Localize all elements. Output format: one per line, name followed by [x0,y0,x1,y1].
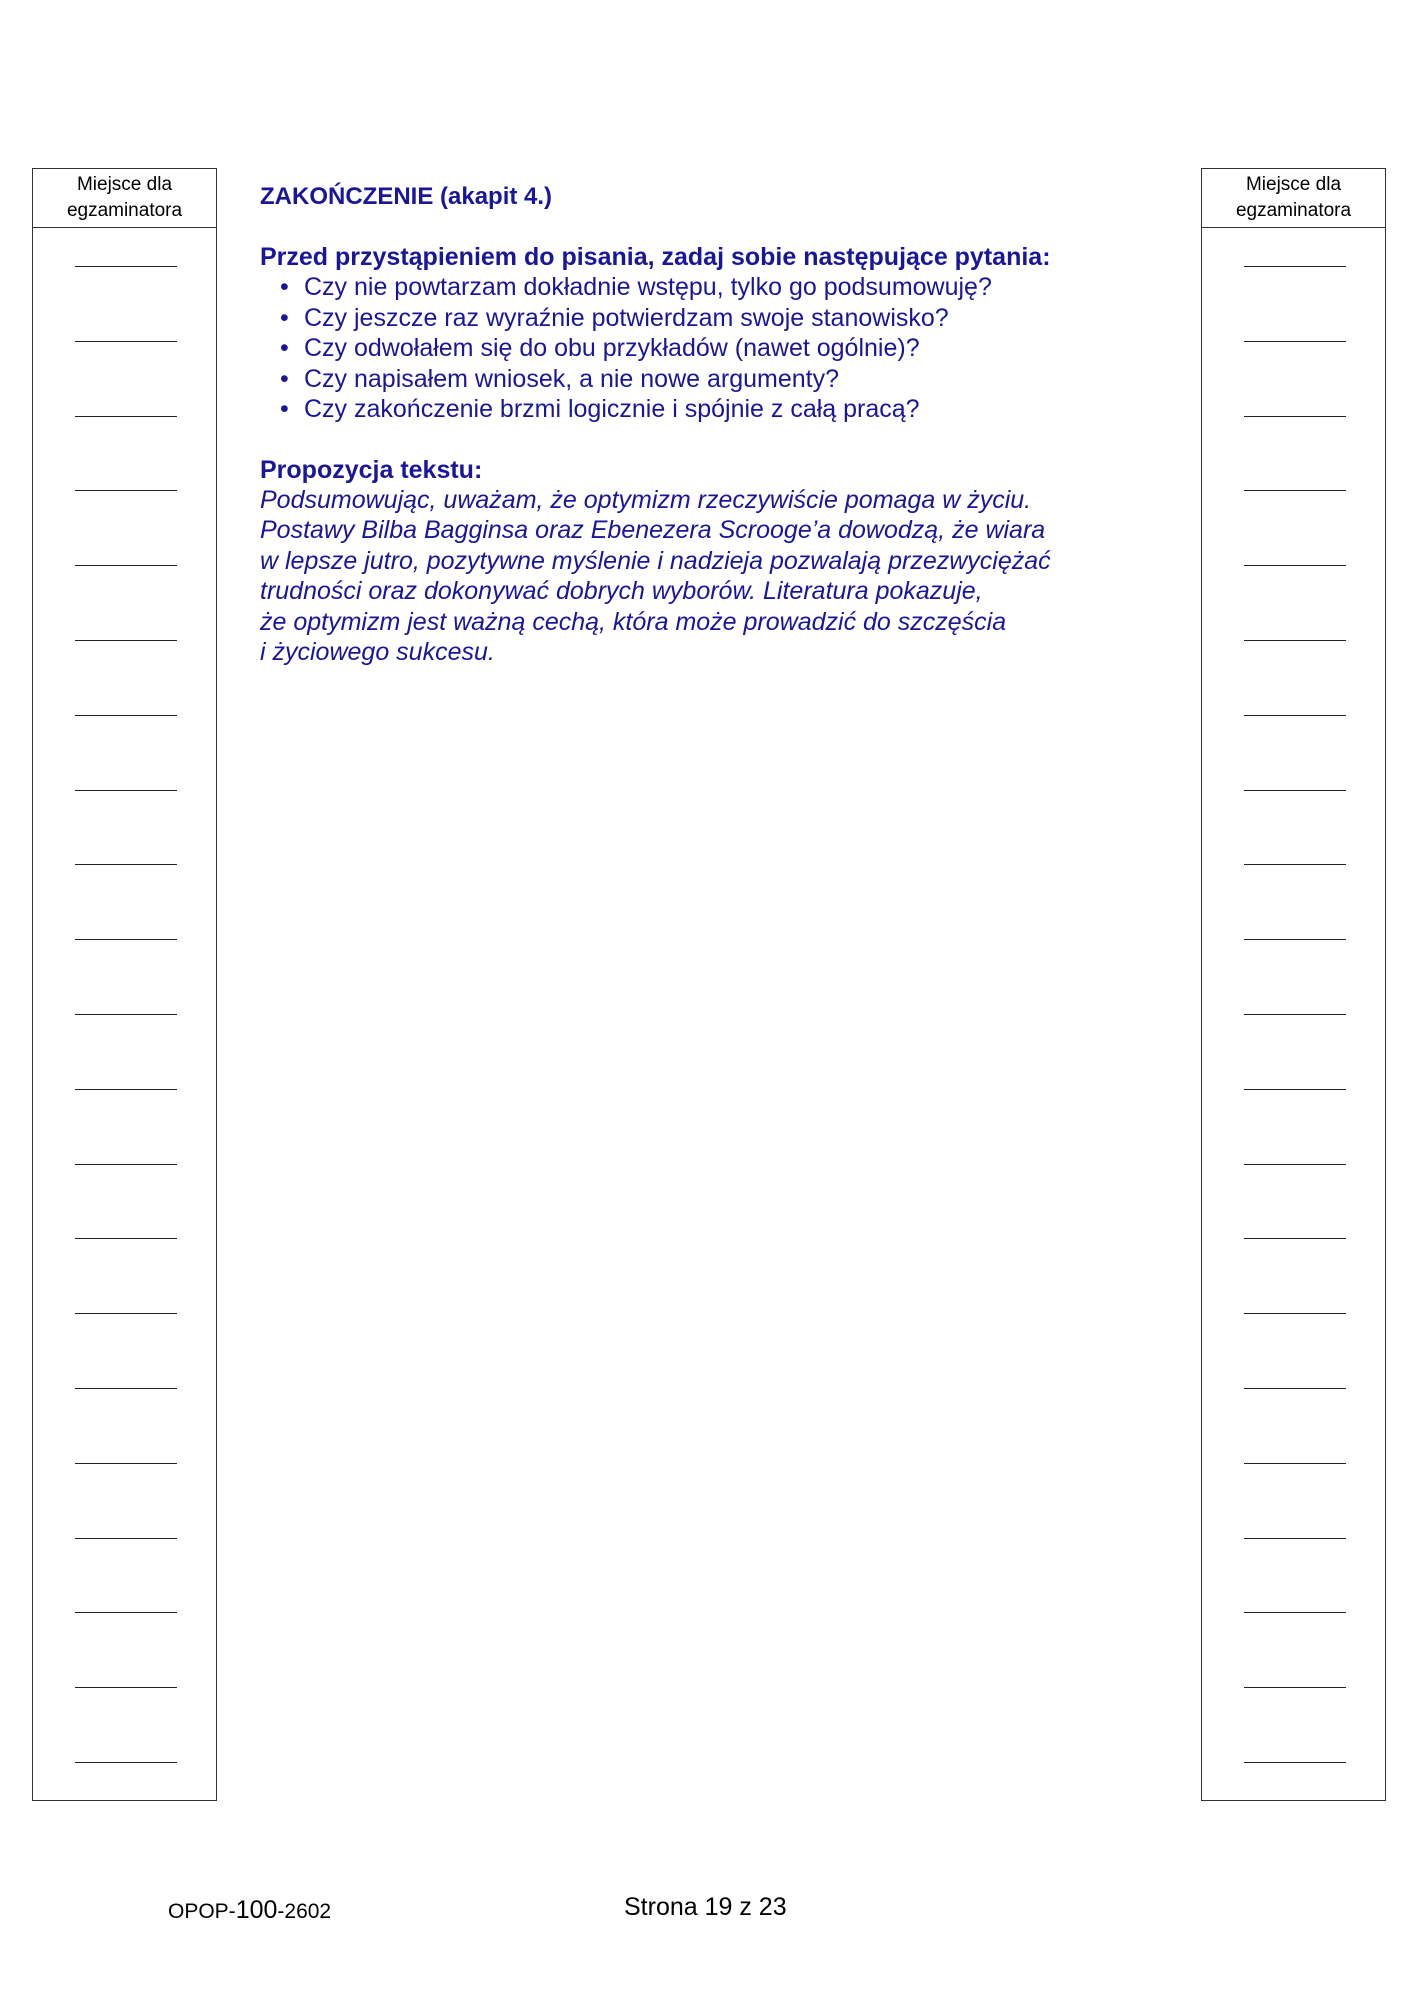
examiner-header [1202,169,1385,228]
score-line [75,1388,177,1389]
question-text: Czy jeszcze raz wyraźnie potwierdzam swoje stanowisko? [304,303,949,332]
examiner-header-line2: egzaminatora [1235,200,1352,221]
question-item [260,303,1160,334]
score-line [75,939,177,940]
score-line [1244,1089,1346,1090]
exam-code-number: 100 [235,1896,278,1924]
proposal-line: i życiowego sukcesu. [260,638,495,666]
score-line [1244,1762,1346,1763]
exam-code-prefix: OPOP- [168,1900,236,1923]
proposal-line: Podsumowując, uważam, że optymizm rzeczywiście pomaga w życiu. [260,485,1032,514]
score-line [75,416,177,417]
score-line [75,1687,177,1688]
score-line [75,1762,177,1763]
question-item [260,333,1160,364]
score-line [75,1538,177,1539]
score-line [1244,1164,1346,1165]
proposal-line: w lepsze jutro, pozytywne myślenie i nadzieja pozwalają przezwyciężać [260,546,1051,575]
score-line [1244,490,1346,491]
score-line [1244,1612,1346,1613]
bullet-icon: • [280,334,289,362]
score-line [1244,416,1346,417]
score-line [1244,864,1346,865]
score-line [75,790,177,791]
proposal-title: Propozycja tekstu: [260,455,483,484]
score-line [1244,939,1346,940]
question-text: Czy zakończenie brzmi logicznie i spójnie z całą pracą? [304,395,920,423]
question-item [260,394,1160,425]
score-line [1244,715,1346,716]
score-line [1244,266,1346,267]
questions-intro: Przed przystąpieniem do pisania, zadaj sobie następujące pytania: [260,243,1051,271]
score-line [1244,1388,1346,1389]
exam-code [168,1896,331,1925]
questions-list [260,272,1160,425]
examiner-header-line2: egzaminatora [66,200,183,221]
score-line [1244,790,1346,791]
score-line [75,1612,177,1613]
question-item [260,364,1160,395]
examiner-column-left [32,168,217,1801]
score-line [75,1238,177,1239]
examiner-header [33,169,216,228]
score-line [75,266,177,267]
score-line [1244,1463,1346,1464]
score-line [1244,1538,1346,1539]
examiner-header-line1: Miejsce dla [1245,174,1342,195]
score-line [75,1014,177,1015]
question-text: Czy odwołałem się do obu przykładów (nawet ogólnie)? [304,334,920,362]
score-line [1244,1014,1346,1015]
score-line [75,1089,177,1090]
score-line [1244,1313,1346,1314]
proposal-text [260,485,1160,668]
score-line [75,341,177,342]
score-line [1244,565,1346,566]
question-text: Czy nie powtarzam dokładnie wstępu, tylko go podsumowuję? [304,273,992,301]
bullet-icon: • [280,395,289,423]
score-line [1244,1238,1346,1239]
bullet-icon: • [280,364,289,393]
score-line [1244,341,1346,342]
proposal-line: że optymizm jest ważną cechą, która może prowadzić do szczęścia [260,607,1007,636]
score-line [1244,1687,1346,1688]
score-line [75,715,177,716]
main-content [260,182,1160,668]
score-line [75,864,177,865]
examiner-column-right [1201,168,1386,1801]
bullet-icon: • [280,303,289,332]
proposal-line: Postawy Bilba Bagginsa oraz Ebenezera Scrooge’a dowodzą, że wiara [260,516,1046,544]
examiner-header-line1: Miejsce dla [76,174,173,195]
question-text: Czy napisałem wniosek, a nie nowe argumenty? [304,364,839,393]
section-title: ZAKOŃCZENIE (akapit 4.) [260,183,553,210]
score-line [75,1463,177,1464]
score-line [75,1164,177,1165]
score-line [75,1313,177,1314]
score-line [75,565,177,566]
score-line [75,490,177,491]
question-item [260,272,1160,303]
score-line [75,640,177,641]
exam-code-suffix: -2602 [277,1900,332,1923]
bullet-icon: • [280,273,289,301]
score-line [1244,640,1346,641]
proposal-line: trudności oraz dokonywać dobrych wyborów. Literatura pokazuje, [260,577,983,605]
page-number: Strona 19 z 23 [624,1893,787,1921]
